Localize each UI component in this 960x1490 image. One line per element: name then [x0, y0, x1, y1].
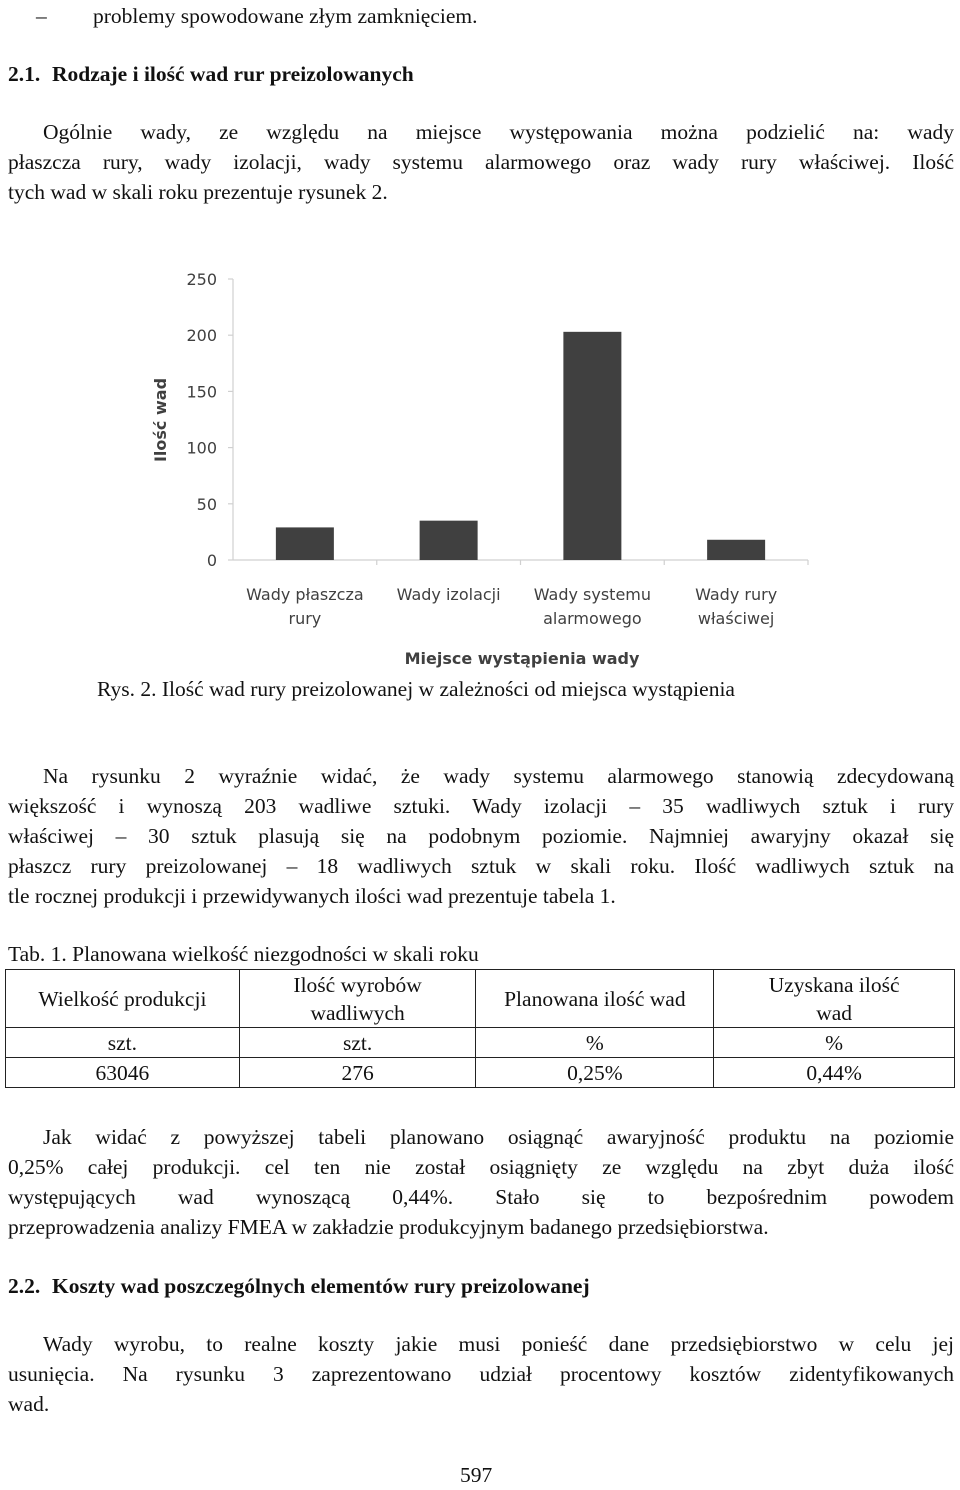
table-header-cell: Uzyskana ilość wad	[714, 970, 955, 1028]
paragraph-line: Jak widać z powyższej tabeli planowano osiągnąć awaryjność produktu na poziomie	[43, 1125, 954, 1149]
y-tick-label: 50	[196, 494, 217, 514]
paragraph-line: usunięcia. Na rysunku 3 zaprezentowano udział procentowy kosztów zidentyfikowanych	[8, 1362, 954, 1386]
table-cell: %	[476, 1028, 714, 1058]
section-number: 2.2.	[8, 1274, 41, 1298]
section-number: 2.1.	[8, 62, 41, 86]
list-item-text: problemy spowodowane złym zamknięciem.	[93, 4, 478, 28]
paragraph-line: właściwej – 30 sztuk plasują się na podobnym poziomie. Najmniej awaryjny okazał się	[8, 824, 954, 848]
x-tick-label: Wady systemu	[533, 585, 652, 604]
bar	[563, 332, 621, 560]
x-tick-label: właściwej	[697, 609, 775, 628]
x-tick-label: Wady płaszcza	[246, 585, 364, 604]
x-axis-label: Miejsce wystąpienia wady	[404, 649, 640, 668]
x-tick-label: alarmowego	[543, 609, 642, 628]
table-cell: 0,44%	[714, 1058, 955, 1088]
y-tick-label: 0	[206, 551, 217, 570]
paragraph-line: tych wad w skali roku prezentuje rysunek 2.	[8, 180, 388, 204]
table-cell: 276	[239, 1058, 476, 1088]
y-tick-label: 200	[186, 326, 217, 346]
bar	[420, 521, 478, 560]
section-title: Koszty wad poszczególnych elementów rury preizolowanej	[52, 1274, 590, 1298]
paragraph-line: płaszcza rury, wady izolacji, wady systemu alarmowego oraz wady rury właściwej. Ilość	[8, 150, 954, 174]
table-cell: szt.	[239, 1028, 476, 1058]
paragraph-line: 0,25% całej produkcji. cel ten nie został osiągnięty ze względu na zbyt duża ilość	[8, 1155, 954, 1179]
table-header-row	[6, 970, 955, 1028]
table-cell: %	[714, 1028, 955, 1058]
x-tick-label: rury	[288, 609, 322, 628]
paragraph-line: Na rysunku 2 wyraźnie widać, że wady systemu alarmowego stanowią zdecydowaną	[43, 764, 954, 788]
x-tick-label: Wady rury	[695, 585, 778, 604]
x-tick-label: Wady izolacji	[396, 585, 501, 604]
paragraph-line: Ogólnie wady, ze względu na miejsce występowania można podzielić na: wady	[43, 120, 954, 144]
paragraph-line: płaszcz rury preizolowanej – 18 wadliwych sztuk w skali roku. Ilość wadliwych sztuk na	[8, 854, 954, 878]
table-units-row	[6, 1028, 955, 1058]
table-cell: szt.	[6, 1028, 240, 1058]
section-title: Rodzaje i ilość wad rur preizolowanych	[52, 62, 414, 86]
paragraph-line: występujących wad wynoszącą 0,44%. Stało się to bezpośrednim powodem	[8, 1185, 954, 1209]
paragraph-line: przeprowadzenia analizy FMEA w zakładzie produkcyjnym badanego przedsiębiorstwa.	[8, 1215, 769, 1239]
page-number: 597	[460, 1463, 493, 1487]
bar	[707, 540, 765, 560]
bar-chart	[140, 262, 830, 672]
table-cell: 0,25%	[476, 1058, 714, 1088]
figure-caption: Rys. 2. Ilość wad rury preizolowanej w zależności od miejsca wystąpienia	[97, 677, 735, 701]
y-tick-label: 100	[186, 438, 217, 458]
x-tick-labels	[246, 560, 808, 628]
y-tick-label: 250	[186, 270, 217, 289]
paragraph-line: Wady wyrobu, to realne koszty jakie musi ponieść dane przedsiębiorstwo w celu jej	[43, 1332, 954, 1356]
data-table	[5, 969, 955, 1088]
paragraph-line: tle rocznej produkcji i przewidywanych ilości wad prezentuje tabela 1.	[8, 884, 616, 908]
bar	[276, 527, 334, 560]
table-caption: Tab. 1. Planowana wielkość niezgodności w skali roku	[8, 942, 479, 966]
table-row	[6, 1058, 955, 1088]
list-dash: –	[36, 4, 47, 28]
y-axis-label: Ilość wad	[151, 377, 170, 463]
paragraph-line: wad.	[8, 1392, 50, 1416]
bars	[276, 332, 765, 560]
table-header-cell: Wielkość produkcji	[6, 970, 240, 1028]
table-header-cell: Planowana ilość wad	[476, 970, 714, 1028]
y-axis	[186, 270, 808, 570]
table-cell: 63046	[6, 1058, 240, 1088]
y-tick-label: 150	[186, 382, 217, 402]
table-header-cell: Ilość wyrobów wadliwych	[239, 970, 476, 1028]
paragraph-line: większość i wynoszą 203 wadliwe sztuki. Wady izolacji – 35 wadliwych sztuk i rury	[8, 794, 954, 818]
